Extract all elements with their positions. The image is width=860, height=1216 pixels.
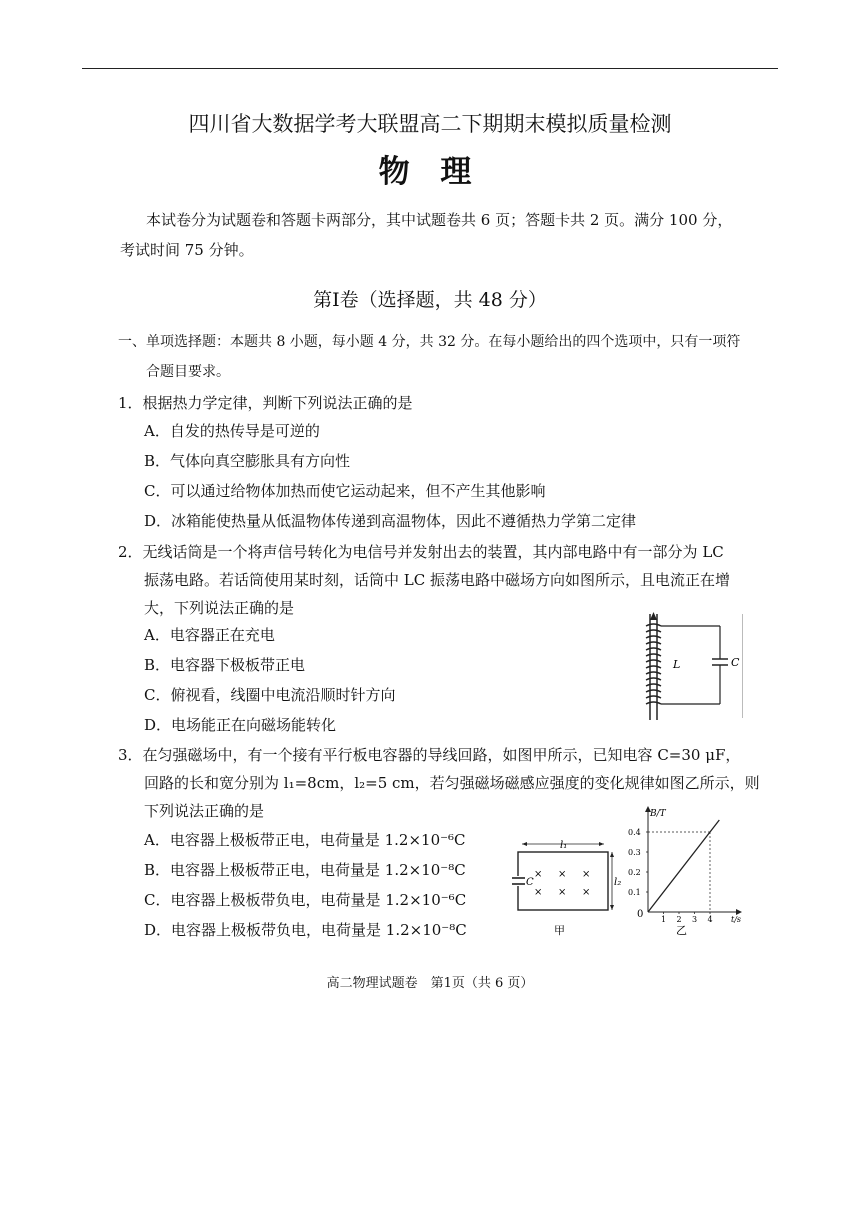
- inductor-label: L: [673, 658, 681, 671]
- figure-a-caption: 甲: [554, 924, 565, 937]
- y-tick-label: 0.2: [628, 868, 641, 877]
- q3-option-b: B．电容器上极板带正电，电荷量是 1.2×10⁻⁸C: [144, 861, 466, 879]
- field-mark: ×: [534, 869, 543, 880]
- q3-stem-line-3: 下列说法正确的是: [144, 802, 265, 820]
- x-tick-label: 1: [661, 915, 667, 924]
- t-axis-label: t/s: [731, 915, 742, 924]
- q3-stem-line-1: 3．在匀强磁场中，有一个接有平行板电容器的导线回路，如图甲所示，已知电容 C=30 μF，: [118, 746, 741, 764]
- y-tick-label: 0.4: [628, 828, 641, 837]
- origin-label: 0: [637, 909, 644, 920]
- b-axis-label: B/T: [650, 809, 666, 819]
- q2-stem-line-1: 2．无线话筒是一个将声信号转化为电信号并发射出去的装置，其内部电路中有一部分为 LC: [118, 543, 724, 561]
- loop-capacitor-label: C: [526, 877, 534, 888]
- part-instructions-line-1: 一、单项选择题：本题共 8 小题，每小题 4 分，共 32 分。在每小题给出的四个选项中，只有一项符: [118, 334, 741, 350]
- q1-stem: 1．根据热力学定律，判断下列说法正确的是: [118, 394, 413, 412]
- bt-graph: [626, 804, 744, 940]
- section-title: 第Ⅰ卷（选择题，共 48 分）: [313, 289, 547, 311]
- q1-option-d: D．冰箱能使热量从低温物体传递到高温物体，因此不遵循热力学第二定律: [144, 512, 637, 530]
- field-mark: ×: [534, 887, 543, 898]
- q2-option-d: D．电场能正在向磁场能转化: [144, 716, 337, 734]
- field-mark: ×: [558, 887, 567, 898]
- q1-option-c: C．可以通过给物体加热而使它运动起来，但不产生其他影响: [144, 482, 546, 500]
- capacitor-label: C: [731, 656, 740, 669]
- subject-title: 物 理: [378, 154, 482, 190]
- y-tick-label: 0.1: [628, 888, 641, 897]
- q1-option-a: A．自发的热传导是可逆的: [144, 422, 320, 440]
- figure-b-caption: 乙: [676, 924, 687, 937]
- x-tick-label: 2: [676, 915, 682, 924]
- y-tick-label: 0.3: [628, 848, 641, 857]
- header-rule: [82, 68, 778, 69]
- intro-line-2: 考试时间 75 分钟。: [120, 241, 254, 259]
- part-instructions-line-2: 合题目要求。: [146, 364, 230, 380]
- bt-series-line: [648, 820, 719, 912]
- intro-line-1: 本试卷分为试题卷和答题卡两部分，其中试题卷共 6 页；答题卡共 2 页。满分 100 分，: [146, 211, 733, 229]
- q1-option-b: B．气体向真空膨胀具有方向性: [144, 452, 351, 470]
- page-footer: 高二物理试题卷 第1页（共 6 页）: [326, 976, 534, 991]
- field-mark: ×: [582, 869, 591, 880]
- q2-option-a: A．电容器正在充电: [144, 626, 275, 644]
- q2-option-b: B．电容器下极板带正电: [144, 656, 306, 674]
- l1-label: l₁: [560, 840, 568, 851]
- q3-stem-line-2: 回路的长和宽分别为 l₁=8cm，l₂=5 cm，若匀强磁场磁感应强度的变化规律如图乙所示，则: [144, 774, 760, 792]
- q2-stem-line-3: 大，下列说法正确的是: [144, 599, 295, 617]
- l2-label: l₂: [614, 877, 622, 888]
- q2-stem-line-2: 振荡电路。若话筒使用某时刻，话筒中 LC 振荡电路中磁场方向如图所示，且电流正在增: [144, 571, 730, 589]
- field-mark: ×: [558, 869, 567, 880]
- lc-circuit-figure: [640, 612, 750, 722]
- q3-option-d: D．电容器上极板带负电，电荷量是 1.2×10⁻⁸C: [144, 921, 467, 939]
- q3-option-c: C．电容器上极板带负电，电荷量是 1.2×10⁻⁶C: [144, 891, 467, 909]
- x-tick-label: 3: [692, 915, 698, 924]
- x-tick-label: 4: [707, 915, 713, 924]
- loop-circuit-figure: [508, 838, 624, 940]
- exam-title: 四川省大数据学考大联盟高二下期期末模拟质量检测: [188, 112, 672, 136]
- field-mark: ×: [582, 887, 591, 898]
- q3-option-a: A．电容器上极板带正电，电荷量是 1.2×10⁻⁶C: [144, 831, 466, 849]
- q2-option-c: C．俯视看，线圈中电流沿顺时针方向: [144, 686, 396, 704]
